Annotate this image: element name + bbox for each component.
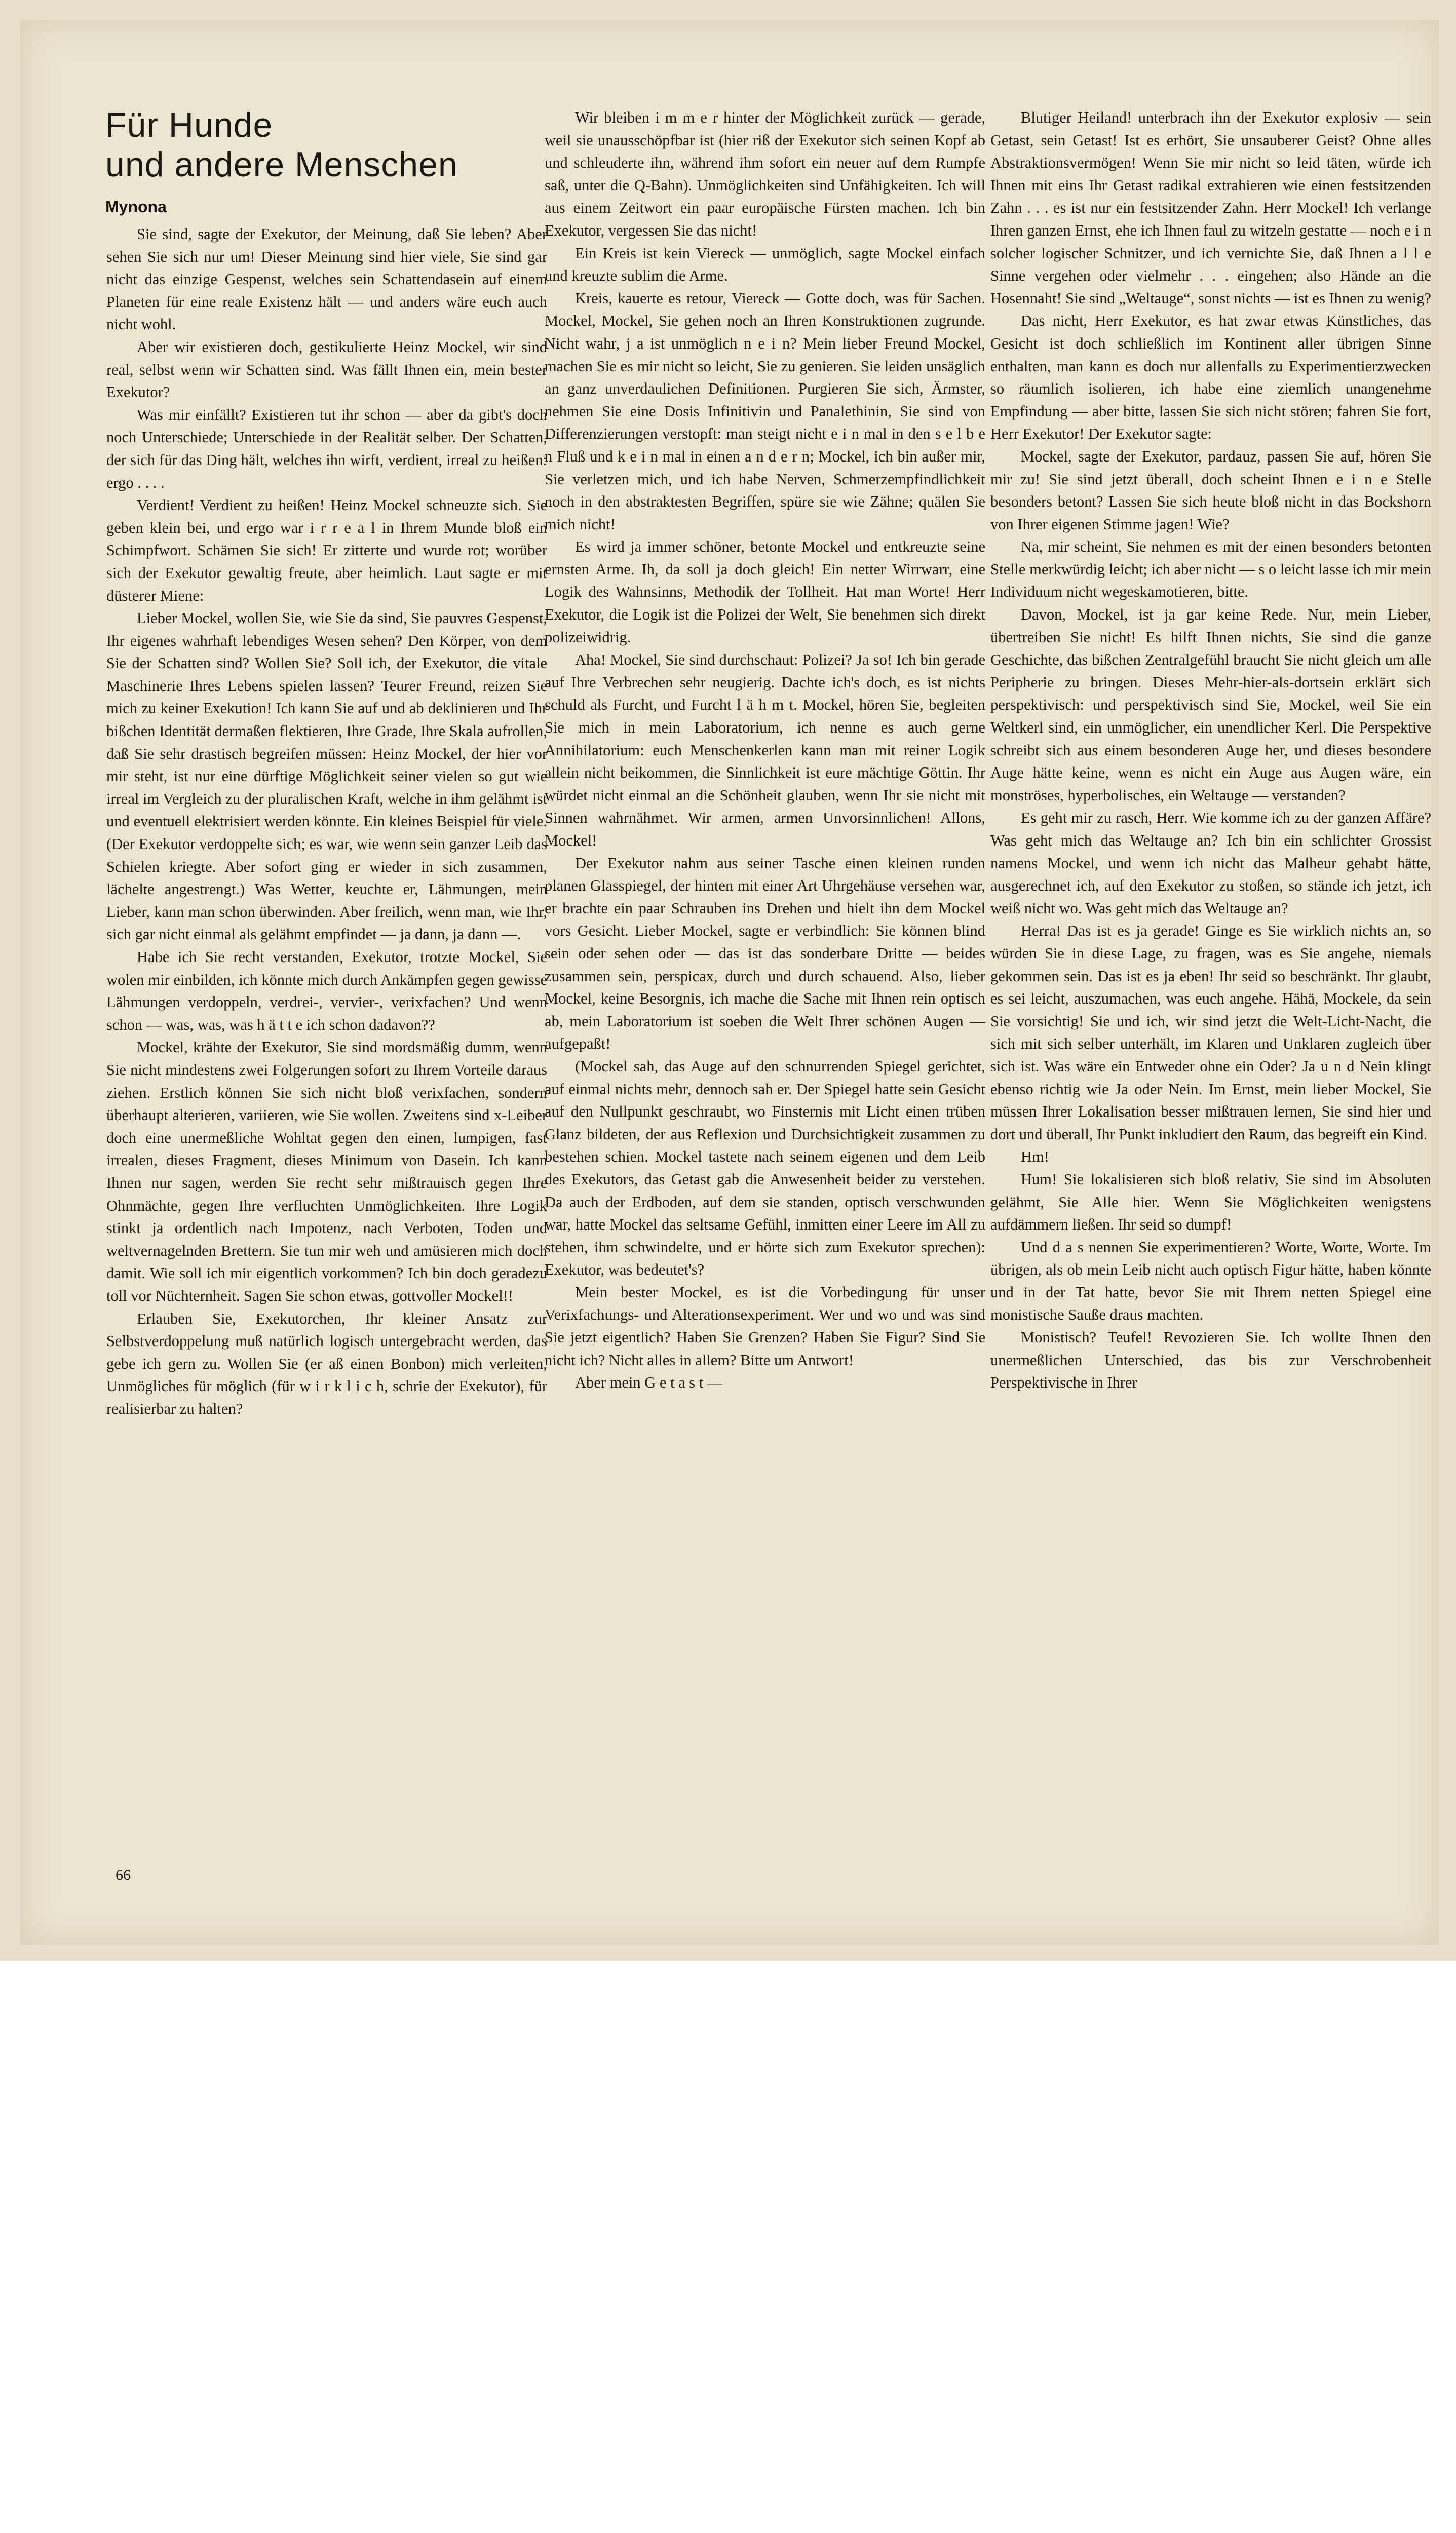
paragraph: Blutiger Heiland! unterbrach ihn der Exekutor explosiv — sein Getast, sein Getast! Ist es erhört, Sie unsauberer Geist? Ohne alles Abstraktionsvermögen! Wenn Sie mir nicht so leid täten, würde ich Ihnen mit eins Ihr Getast radikal extrahieren wie einen festsitzenden Zahn . . . es ist nur ein festsitzender Zahn. Herr Mockel! Ich verlange Ihren ganzen Ernst, ehe ich Ihnen faul zu witzeln gestatte — noch e i n solcher logischer Schnitzer, und ich vernichte Sie, daß Ihnen a l l e Sinne vergehen oder vielmehr . . . eingehen; also Hände an die Hosennaht! Sie sind „Weltauge“, sonst nichts — ist es Ihnen zu wenig? bbox=[990, 109, 1431, 307]
paragraph: Verdient! Verdient zu heißen! Heinz Mockel schneuzte sich. Sie geben klein bei, und ergo war i r r e a l in Ihrem Munde bloß ein Schimpfwort. Schämen Sie sich! Er zitterte und wurde rot; worüber sich der Exekutor gewaltig freute, aber heimlich. Laut sagte er mit düsterer Miene: bbox=[106, 496, 547, 604]
title-line-2: und andere Menschen bbox=[105, 145, 458, 184]
paragraph: Mockel, sagte der Exekutor, pardauz, passen Sie auf, hören Sie mir zu! Sie sind jetzt überall, doch scheint Ihnen e i n e Stelle besonders betont? Lassen Sie sich heute bloß nicht in das Bockshorn von Ihrer eigenen Stimme jagen! Wie? bbox=[990, 447, 1431, 533]
paragraph: Das nicht, Herr Exekutor, es hat zwar etwas Künstliches, das Gesicht ist doch schließlich im Kontinent aller übrigen Sinne enthalten, man kann es doch nur allenfalls zu Experimentierzwecken so räumlich isolieren, ich habe eine ziemlich unangenehme Empfindung — aber bitte, lassen Sie sich nicht stören; fahren Sie fort, Herr Exekutor! Der Exekutor sagte: bbox=[990, 312, 1431, 443]
title-line-1: Für Hunde bbox=[105, 106, 273, 144]
paragraph: Kreis, kauerte es retour, Viereck — Gotte doch, was für Sachen. Mockel, Mockel, Sie gehen noch an Ihren Konstruktionen zugrunde. Nicht wahr, j a ist unmöglich n e i n? Mein lieber Freund Mockel, machen Sie es mir nicht so leicht, Sie zu genieren. Sie leiden unsäglich an ganz unverdaulichen Definitionen. Purgieren Sie sich, Ärmster, nehmen Sie eine Dosis Infinitivin und Panalethinin, Sie sind von Differenzierungen verstopft: man steigt nicht e i n mal in den s e l b e n Fluß und k e i n mal in einen a n d e r n; Mockel, ich bin außer mir, Sie verletzen mich, und ich habe Nerven, Schmerzempfindlichkeit noch in den abstraktesten Begriffen, spüre sie wie Zähne; quälen Sie mich nicht! bbox=[545, 289, 985, 533]
paragraph: Hm! bbox=[1021, 1148, 1049, 1166]
paragraph: Hum! Sie lokalisieren sich bloß relativ, Sie sind im Absoluten gelähmt, Sie Alle hier. Wenn Sie Möglichkeiten wenigstens aufdämmern ließen. Ihr seid so dumpf! bbox=[990, 1170, 1431, 1234]
paragraph: Erlauben Sie, Exekutorchen, Ihr kleiner Ansatz zur Selbstverdoppelung muß natürlich logisch untergebracht werden, das gebe ich gern zu. Wollen Sie (er aß einen Bonbon) mich verleiten, Unmögliches für möglich (für w i r k l i c h, schrie der Exekutor), für realisierbar zu halten? bbox=[106, 1310, 547, 1417]
paragraph: Aha! Mockel, Sie sind durchschaut: Polizei? Ja so! Ich bin gerade auf Ihre Verbrechen sehr neugierig. Dachte ich's doch, es ist nichts schuld als Furcht, und Furcht l ä h m t. Mockel, hören Sie, begleiten Sie mich in mein Laboratorium, ich nenne es auch gerne Annihilatorium: euch Menschenkerlen kann man mit reiner Logik allein nicht beikommen, die Sinnlichkeit ist eure mächtige Göttin. Ihr würdet nicht einmal an die Schönheit glauben, wenn Ihr sie nicht mit Sinnen wahrnähmet. Wir armen, armen Unvorsinnlichen! Allons, Mockel! bbox=[545, 651, 985, 849]
paragraph: Aber mein G e t a s t — bbox=[575, 1374, 723, 1392]
paragraph: Habe ich Sie recht verstanden, Exekutor, trotzte Mockel, Sie wolen mir einbilden, ich könnte mich durch Ankämpfen gegen gewisse Lähmungen verdoppeln, verdrei-, vervier-, verixfachen? Und wenn schon — was, was, was h ä t t e ich schon dadavon?? bbox=[106, 948, 547, 1033]
page-number: 66 bbox=[116, 1867, 131, 1884]
paragraph: Mockel, krähte der Exekutor, Sie sind mordsmäßig dumm, wenn Sie nicht mindestens zwei Folgerungen sofort zu Ihrem Vorteile daraus ziehen. Erstlich können Sie sich nicht bloß verixfachen, sondern überhaupt alterieren, variieren, wie Sie wollen. Zweitens sind x-Leiber doch eine unermeßliche Wohltat gegen den einen, lumpigen, fast irrealen, dieses Fragment, dieses Minimum von Dasein. Ich kann Ihnen nur sagen, werden Sie recht sehr mißtrauisch gegen Ihre Ohnmächte, gegen Ihre verfluchten Unmöglichkeiten. Ihre Logik stinkt ja ordentlich nach Impotenz, nach Verboten, Toden und weltvernagelnden Brettern. Sie tun mir weh und amüsieren mich doch damit. Wie soll ich mir eigentlich vorkommen? Ich bin doch geradezu toll vor Nüchternheit. Sagen Sie schon etwas, gottvoller Mockel!! bbox=[106, 1039, 547, 1304]
paragraph: Monistisch? Teufel! Revozieren Sie. Ich wollte Ihnen den unermeßlichen Unterschied, das bis zur Verschrobenheit Perspektivische in Ihrer bbox=[990, 1329, 1431, 1392]
paragraph: Ein Kreis ist kein Viereck — unmöglich, sagte Mockel einfach und kreuzte sublim die Arme. bbox=[545, 244, 985, 285]
viewer-footer bbox=[0, 1961, 1456, 2063]
text-column-1 bbox=[106, 223, 547, 1420]
paragraph: Und d a s nennen Sie experimentieren? Worte, Worte, Worte. Im übrigen, als ob mein Leib nicht auch optisch Figur hätte, haben könnte und in der Tat hatte, bevor Sie mit Ihrem netten Spiegel eine monistische Sauße draus machten. bbox=[990, 1238, 1431, 1324]
paragraph: Wir bleiben i m m e r hinter der Möglichkeit zurück — gerade, weil sie unausschöpfbar ist (hier riß der Exekutor sich seinen Kopf ab und schleuderte ihn, während ihm sofort ein neuer auf dem Rumpfe saß, unter die Q-Bahn). Unmöglichkeiten sind Unfähigkeiten. Ich will aus einem Zeitwort ein paar europäische Fürsten machen. Ich bin Exekutor, vergessen Sie das nicht! bbox=[545, 109, 985, 239]
paragraph: Der Exekutor nahm aus seiner Tasche einen kleinen runden planen Glasspiegel, der hinten mit einer Art Uhrgehäuse versehen war, er brachte ein paar Schrauben ins Drehen und hielt ihn dem Mockel vors Gesicht. Lieber Mockel, sagte er verbindlich: Sie können blind sein oder sehen oder — das ist das sonderbare Dritte — beides zusammen sein, perspicax, durch und durch schauend. Also, lieber Mockel, keine Besorgnis, ich mache die Sache mit Ihnen rein optisch ab, mein Laboratorium ist soeben die Welt Ihrer schönen Augen — aufgepaßt! bbox=[545, 854, 985, 1053]
paragraph: Mein bester Mockel, es ist die Vorbedingung für unser Verixfachungs- und Alterationsexperiment. Wer und wo und was sind Sie jetzt eigentlich? Haben Sie Grenzen? Haben Sie Figur? Sind Sie nicht ich? Nicht alles in allem? Bitte um Antwort! bbox=[545, 1283, 985, 1369]
paragraph: Na, mir scheint, Sie nehmen es mit der einen besonders betonten Stelle merkwürdig leicht; ich aber nicht — s o leicht lasse ich mir mein Individuum nicht wegeskamotieren, bitte. bbox=[990, 538, 1431, 601]
paragraph: Aber wir existieren doch, gestikulierte Heinz Mockel, wir sind real, selbst wenn wir Schatten sind. Was fällt Ihnen ein, mein bester Exekutor? bbox=[106, 338, 547, 401]
paragraph: Davon, Mockel, ist ja gar keine Rede. Nur, mein Lieber, übertreiben Sie nicht! Es hilft Ihnen nichts, Sie sind die ganze Geschichte, das bißchen Zentralgefühl braucht Sie nicht gleich um alle Peripherie zu bringen. Dieses Mehr-hier-als-dortsein erklärt sich perspektivisch: und perspektivisch sind Sie, Mockel, weil Sie ein Weltkerl sind, ein unmöglicher, ein unendlicher Kerl. Die Perspektive schreibt sich aus einem besonderen Auge her, und dieses besondere Auge hätte keine, wenn es nicht ein Auge aus Augen wäre, ein monströses, hyperbolisches, ein Weltauge — verstanden? bbox=[990, 606, 1431, 804]
text-column-3 bbox=[990, 106, 1431, 1394]
paragraph: Es geht mir zu rasch, Herr. Wie komme ich zu der ganzen Affäre? Was geht mich das Weltauge an? Ich bin ein schlichter Grossist namens Mockel, und wenn ich nicht das Malheur gehabt hätte, ausgerechnet ich, auf den Exekutor zu stoßen, so stände ich jetzt, ich weiß nicht wo. Was geht mich das Weltauge an? bbox=[990, 809, 1431, 917]
paragraph: Herra! Das ist es ja gerade! Ginge es Sie wirklich nichts an, so würden Sie in diese Lage, zu fragen, was es Sie angehe, niemals gekommen sein. Das ist es ja eben! Ihr seid so beschränkt. Ihr glaubt, es sei leicht, auszumachen, was euch angehe. Hähä, Mockele, da sein Sie vorsichtig! Sie und ich, wir sind jetzt die Welt-Licht-Nacht, die sich mit sich selber unterhält, im Klaren und Unklaren zugleich über sich ist. Was wäre ein Entweder ohne ein Oder? Ja u n d Nein klingt ebenso richtig wie Ja oder Nein. Im Ernst, mein lieber Mockel, Sie müssen Ihrer Lokalisation besser mißtrauen lernen, Sie sind hier und dort und überall, Ihr Punkt inkludiert den Raum, das begreift ein Kind. bbox=[990, 922, 1431, 1143]
paragraph: Es wird ja immer schöner, betonte Mockel und entkreuzte seine ernsten Arme. Ih, da soll ja doch gleich! Ein netter Wirrwarr, eine Logik des Wahnsinns, Methodik der Tollheit. Hat man Worte! Herr Exekutor, die Logik ist die Polizei der Welt, Sie benehmen sich direkt polizeiwidrig. bbox=[545, 538, 985, 646]
paragraph: Lieber Mockel, wollen Sie, wie Sie da sind, Sie pauvres Gespenst, Ihr eigenes wahrhaft lebendiges Wesen sehen? Den Körper, von dem Sie der Schatten sind? Wollen Sie? Soll ich, der Exekutor, die vitale Maschinerie Ihres Lebens spielen lassen? Teurer Freund, reizen Sie mich zu keiner Exekution! Ich kann Sie auf und ab deklinieren und Ihr bißchen Identität dermaßen flektieren, Ihre Grade, Ihre Skala aufrollen, daß Sie sehr drastisch begreifen müssen: Heinz Mockel, der hier vor mir steht, ist nur eine dürftige Möglichkeit seiner vielen so gut wie irreal im Vergleich zu der pluralischen Kraft, welche in ihm gelähmt ist und eventuell elektrisiert werden könnte. Ein kleines Beispiel für viele. (Der Exekutor verdoppelte sich; es war, wie wenn sein ganzer Leib das Schielen kriegte. Aber sofort ging er wieder in sich zusammen, lächelte angestrengt.) Was Wetter, keuchte er, Lähmungen, mein Lieber, kann man schon überwinden. Aber freilich, wenn man, wie Ihr, sich gar nicht einmal als gelähmt empfindet — ja dann, ja dann —. bbox=[106, 609, 547, 943]
text-column-2 bbox=[545, 106, 985, 1394]
paragraph: Was mir einfällt? Existieren tut ihr schon — aber da gibt's doch noch Unterschiede; Unterschiede in der Realität selber. Der Schatten, der sich für das Ding hält, welches ihn wirft, verdient, irreal zu heißen: ergo . . . . bbox=[106, 406, 547, 491]
paragraph: (Mockel sah, das Auge auf den schnurrenden Spiegel gerichtet, auf einmal nichts mehr, dennoch sah er. Der Spiegel hatte sein Gesicht auf den Nullpunkt geschraubt, wo Finsternis mit Licht einen trüben Glanz bildeten, der aus Reflexion und Durchsichtigkeit zusammen zu bestehen schien. Mockel tastete nach seinem eigenen und dem Leib des Exekutors, das Getast gab die Anwesenheit beider zu verstehen. Da auch der Erdboden, auf dem sie standen, optisch verschwunden war, hatte Mockel das seltsame Gefühl, inmitten einer Leere im All zu stehen, ihm schwindelte, und er hörte sich zum Exekutor sprechen): Exekutor, was bedeutet's? bbox=[545, 1057, 985, 1279]
article-title bbox=[105, 105, 561, 184]
paragraph: Sie sind, sagte der Exekutor, der Meinung, daß Sie leben? Aber sehen Sie sich nur um! Dieser Meinung sind hier viele, Sie sind gar nicht das einzige Gespenst, welches sein Schattendasein auf einem Planeten für eine reale Existenz hält — und anders wäre euch auch nicht wohl. bbox=[106, 225, 547, 333]
article-author: Mynona bbox=[105, 198, 167, 216]
